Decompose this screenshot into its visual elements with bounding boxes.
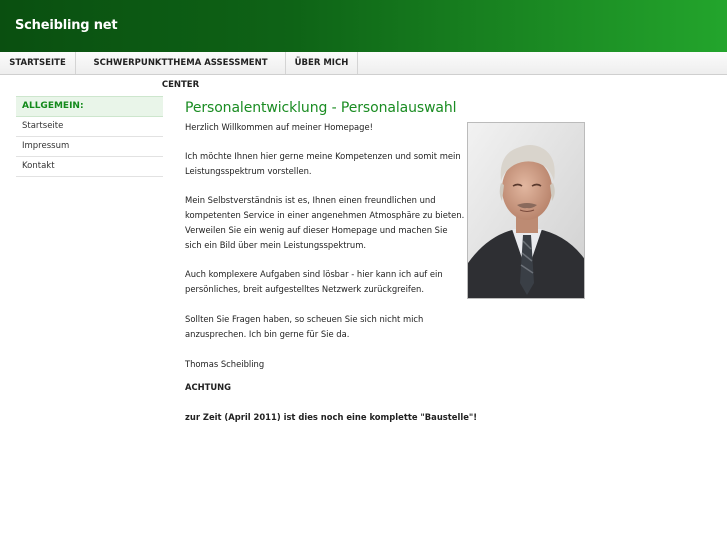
signature: Thomas Scheibling — [185, 359, 265, 369]
site-header — [0, 0, 727, 52]
text-line: sich ein Bild über mein Leistungsspektrum. — [185, 240, 367, 250]
welcome-text: Herzlich Willkommen auf meiner Homepage! — [185, 122, 373, 132]
text-line: Leistungsspektrum vorstellen. — [185, 166, 312, 176]
construction-notice: zur Zeit (April 2011) ist dies noch eine komplette "Baustelle"! — [185, 412, 478, 422]
nav-item-ueber-mich[interactable]: ÜBER MICH — [286, 52, 358, 74]
service-paragraph — [185, 193, 475, 253]
text-line: persönliches, breit aufgestelltes Netzwerk zurückgreifen. — [185, 284, 424, 294]
text-line: Mein Selbstverständnis ist es, Ihnen einen freundlichen und — [185, 195, 436, 205]
sidebar-item-impressum[interactable]: Impressum — [16, 137, 163, 157]
sidebar — [16, 96, 163, 177]
portrait-icon — [468, 123, 585, 299]
text-line: anzusprechen. Ich bin gerne für Sie da. — [185, 329, 350, 339]
page-title: Personalentwicklung - Personalauswahl — [185, 100, 457, 116]
text-line: Auch komplexere Aufgaben sind lösbar - hier kann ich auf ein — [185, 269, 443, 279]
intro-paragraph — [185, 149, 475, 179]
text-line: kompetenten Service in einer angenehmen Atmosphäre zu bieten. — [185, 210, 465, 220]
sidebar-item-kontakt[interactable]: Kontakt — [16, 157, 163, 177]
main-content — [185, 100, 478, 422]
main-navigation — [0, 52, 727, 90]
sidebar-heading: ALLGEMEIN: — [16, 96, 163, 117]
contact-paragraph — [185, 312, 475, 342]
text-line: Verweilen Sie ein wenig auf dieser Homepage und machen Sie — [185, 225, 448, 235]
portrait-photo — [467, 122, 585, 299]
site-title[interactable]: Scheibling net — [15, 18, 118, 33]
achtung-heading: ACHTUNG — [185, 382, 232, 392]
sidebar-item-startseite[interactable]: Startseite — [16, 117, 163, 137]
text-line: Sollten Sie Fragen haben, so scheuen Sie sich nicht mich — [185, 314, 424, 324]
nav-item-startseite[interactable]: STARTSEITE — [0, 52, 76, 74]
nav-item-assessment-center[interactable]: SCHWERPUNKTTHEMA ASSESSMENT CENTER — [76, 52, 286, 74]
network-paragraph — [185, 267, 475, 297]
text-line: Ich möchte Ihnen hier gerne meine Kompetenzen und somit mein — [185, 151, 461, 161]
